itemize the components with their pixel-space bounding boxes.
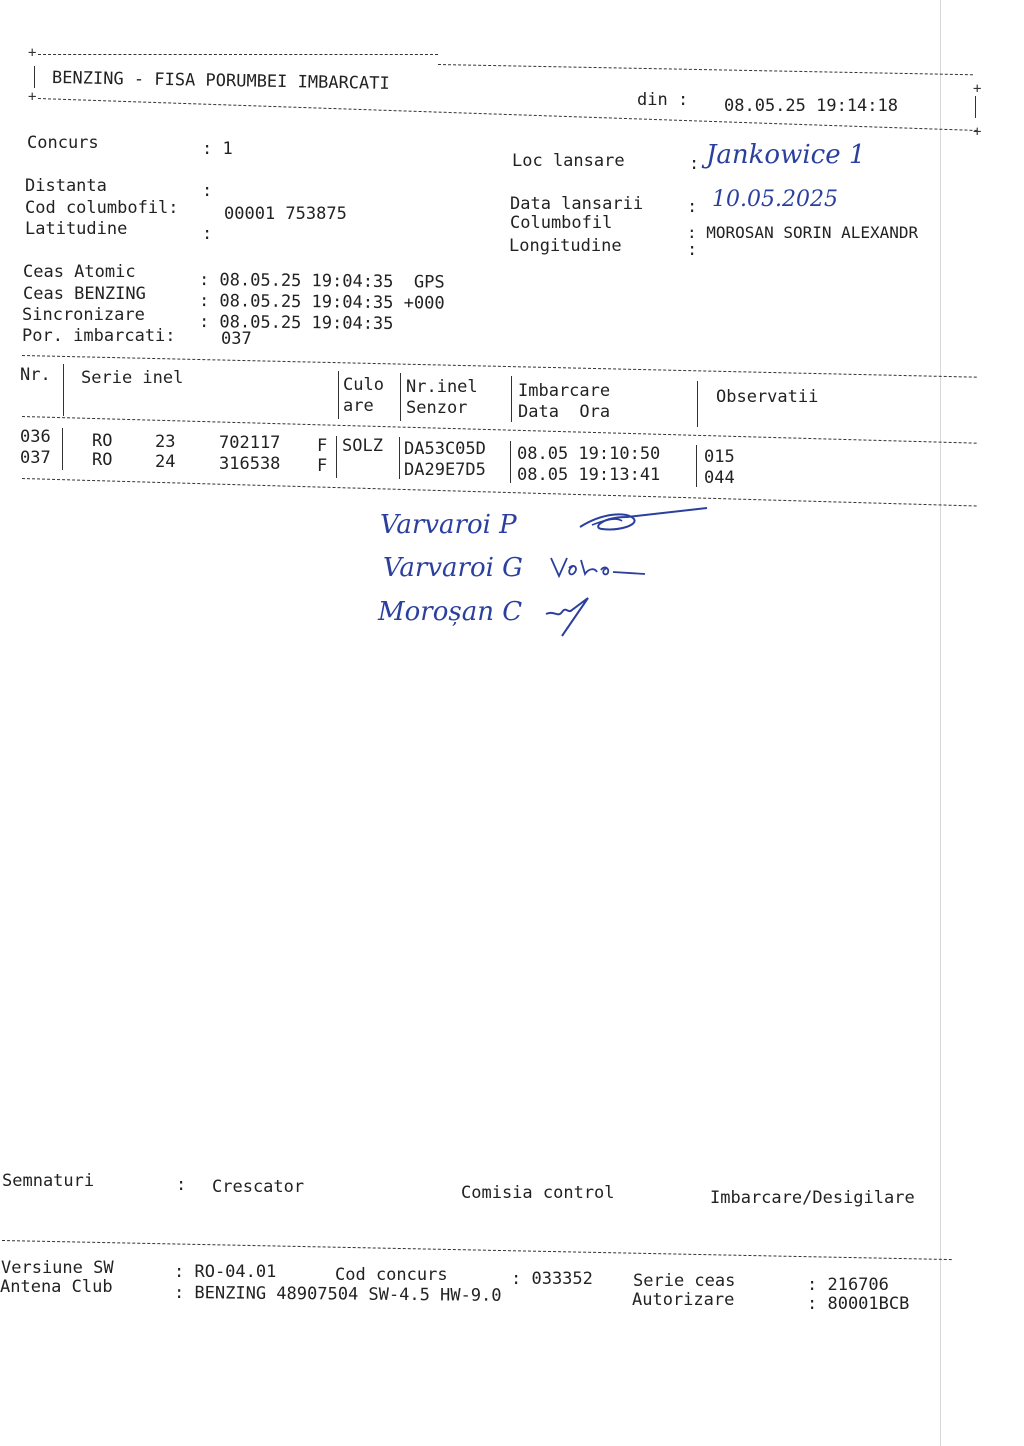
th-nrinel-1: Nr.inel bbox=[406, 377, 478, 397]
col-sep-1-head bbox=[63, 364, 64, 416]
footer-divider bbox=[2, 1240, 952, 1260]
header-top-border-right bbox=[438, 64, 973, 75]
latitudine-label: Latitudine bbox=[25, 219, 128, 239]
row-observatii: 044 bbox=[704, 468, 735, 488]
row-sex: F bbox=[317, 436, 328, 456]
por-imbarcati-value: 037 bbox=[221, 329, 252, 349]
imbarcare-desigilare-label: Imbarcare/Desigilare bbox=[710, 1188, 915, 1208]
col-sep-2-head bbox=[338, 371, 339, 419]
col-sep-2-body bbox=[336, 436, 337, 478]
page-edge-shadow bbox=[940, 0, 941, 1446]
signature-name-2: Varvaroi G bbox=[383, 553, 523, 583]
col-sep-5-body bbox=[696, 445, 697, 487]
serie-ceas-value: : 216706 bbox=[807, 1275, 889, 1295]
columbofil-label: Columbofil bbox=[510, 213, 613, 233]
row-an: 24 bbox=[155, 452, 176, 472]
versiune-sw-value: : RO-04.01 bbox=[174, 1262, 277, 1282]
th-culoare-2: are bbox=[343, 396, 374, 416]
header-din-value: 08.05.25 19:14:18 bbox=[724, 96, 898, 116]
signature-scribble-2 bbox=[545, 550, 655, 584]
row-senzor: DA29E7D5 bbox=[404, 460, 486, 480]
longitudine-label: Longitudine bbox=[509, 236, 622, 256]
th-culoare-1: Culo bbox=[343, 375, 384, 395]
loc-lansare-handwritten: Jankowice 1 bbox=[706, 140, 866, 170]
crescator-label: Crescator bbox=[212, 1177, 305, 1197]
cod-columbofil-value: 00001 753875 bbox=[224, 204, 347, 224]
autorizare-value: : 80001BCB bbox=[807, 1294, 910, 1314]
header-corner-bl: + bbox=[28, 89, 37, 105]
versiune-sw-label: Versiune SW bbox=[1, 1258, 114, 1278]
longitudine-value: : bbox=[687, 240, 698, 260]
por-imbarcati-label: Por. imbarcati: bbox=[22, 326, 176, 346]
signature-name-1: Varvaroi P bbox=[380, 510, 517, 540]
data-lansarii-label: Data lansarii bbox=[510, 194, 644, 214]
th-serie-inel: Serie inel bbox=[81, 368, 184, 388]
header-corner-tr: + bbox=[973, 81, 982, 97]
distanta-label: Distanta bbox=[25, 176, 107, 196]
signature-scribble-3 bbox=[540, 592, 600, 642]
th-nr: Nr. bbox=[20, 365, 51, 385]
cod-concurs-value: : 033352 bbox=[511, 1269, 593, 1289]
loc-lansare-sep: : bbox=[689, 154, 700, 174]
columbofil-value: : MOROSAN SORIN ALEXANDR bbox=[687, 223, 919, 242]
sincronizare-label: Sincronizare bbox=[22, 305, 145, 325]
ceas-atomic-label: Ceas Atomic bbox=[23, 262, 136, 282]
col-sep-5-head bbox=[697, 381, 698, 427]
col-sep-4-body bbox=[510, 441, 511, 483]
semnaturi-sep: : bbox=[176, 1175, 187, 1195]
ceas-benzing-label: Ceas BENZING bbox=[23, 284, 146, 304]
ceas-benzing-value: : 08.05.25 19:04:35 +000 bbox=[198, 291, 445, 314]
th-imbarcare-1: Imbarcare bbox=[518, 381, 611, 401]
row-observatii: 015 bbox=[704, 447, 735, 467]
comisia-control-label: Comisia control bbox=[461, 1183, 615, 1203]
col-sep-3-body bbox=[399, 437, 400, 479]
cod-concurs-label: Cod concurs bbox=[335, 1265, 448, 1285]
data-lansarii-sep: : bbox=[687, 197, 698, 217]
header-left-border bbox=[34, 66, 35, 88]
row-data-ora: 08.05 19:13:41 bbox=[517, 465, 661, 485]
row-an: 23 bbox=[155, 432, 176, 452]
th-observatii: Observatii bbox=[716, 387, 819, 407]
col-sep-1-body bbox=[62, 428, 63, 470]
header-top-border bbox=[38, 54, 438, 55]
header-right-border bbox=[975, 96, 976, 118]
header-din-label: din : bbox=[637, 90, 689, 110]
row-data-ora: 08.05 19:10:50 bbox=[517, 444, 661, 464]
autorizare-label: Autorizare bbox=[632, 1290, 735, 1310]
sincronizare-value: : 08.05.25 19:04:35 bbox=[198, 312, 394, 335]
table-bottom-border bbox=[22, 478, 977, 506]
row-nr: 036 bbox=[20, 427, 51, 447]
serie-ceas-label: Serie ceas bbox=[633, 1271, 736, 1291]
row-sex: F bbox=[317, 456, 328, 476]
header-corner-br: + bbox=[973, 124, 982, 140]
row-numar: 316538 bbox=[219, 454, 281, 474]
cod-columbofil-label: Cod columbofil: bbox=[25, 198, 179, 218]
data-lansarii-handwritten: 10.05.2025 bbox=[712, 187, 838, 212]
antena-club-value: : BENZING 48907504 SW-4.5 HW-9.0 bbox=[173, 1283, 502, 1306]
signature-scribble-1 bbox=[572, 505, 712, 539]
row-culoare: SOLZ bbox=[342, 436, 383, 456]
th-nrinel-2: Senzor bbox=[406, 398, 468, 418]
semnaturi-label: Semnaturi bbox=[2, 1171, 95, 1191]
row-tara: RO bbox=[92, 431, 113, 451]
row-tara: RO bbox=[92, 450, 113, 470]
th-imbarcare-2: Data Ora bbox=[518, 402, 611, 422]
row-senzor: DA53C05D bbox=[404, 439, 486, 459]
loc-lansare-label: Loc lansare bbox=[512, 151, 625, 171]
row-numar: 702117 bbox=[219, 433, 281, 453]
col-sep-3-head bbox=[400, 373, 401, 421]
concurs-value: : 1 bbox=[202, 139, 233, 159]
distanta-value: : bbox=[202, 181, 213, 201]
concurs-label: Concurs bbox=[27, 133, 99, 153]
latitudine-value: : bbox=[202, 224, 213, 244]
signature-name-3: Moroșan C bbox=[378, 597, 523, 627]
col-sep-4-head bbox=[511, 376, 512, 422]
header-title: BENZING - FISA PORUMBEI IMBARCATI bbox=[51, 68, 390, 94]
row-nr: 037 bbox=[20, 448, 51, 468]
ceas-atomic-value: : 08.05.25 19:04:35 GPS bbox=[198, 270, 445, 293]
antena-club-label: Antena Club bbox=[0, 1277, 113, 1297]
header-corner-tl: + bbox=[28, 45, 37, 61]
